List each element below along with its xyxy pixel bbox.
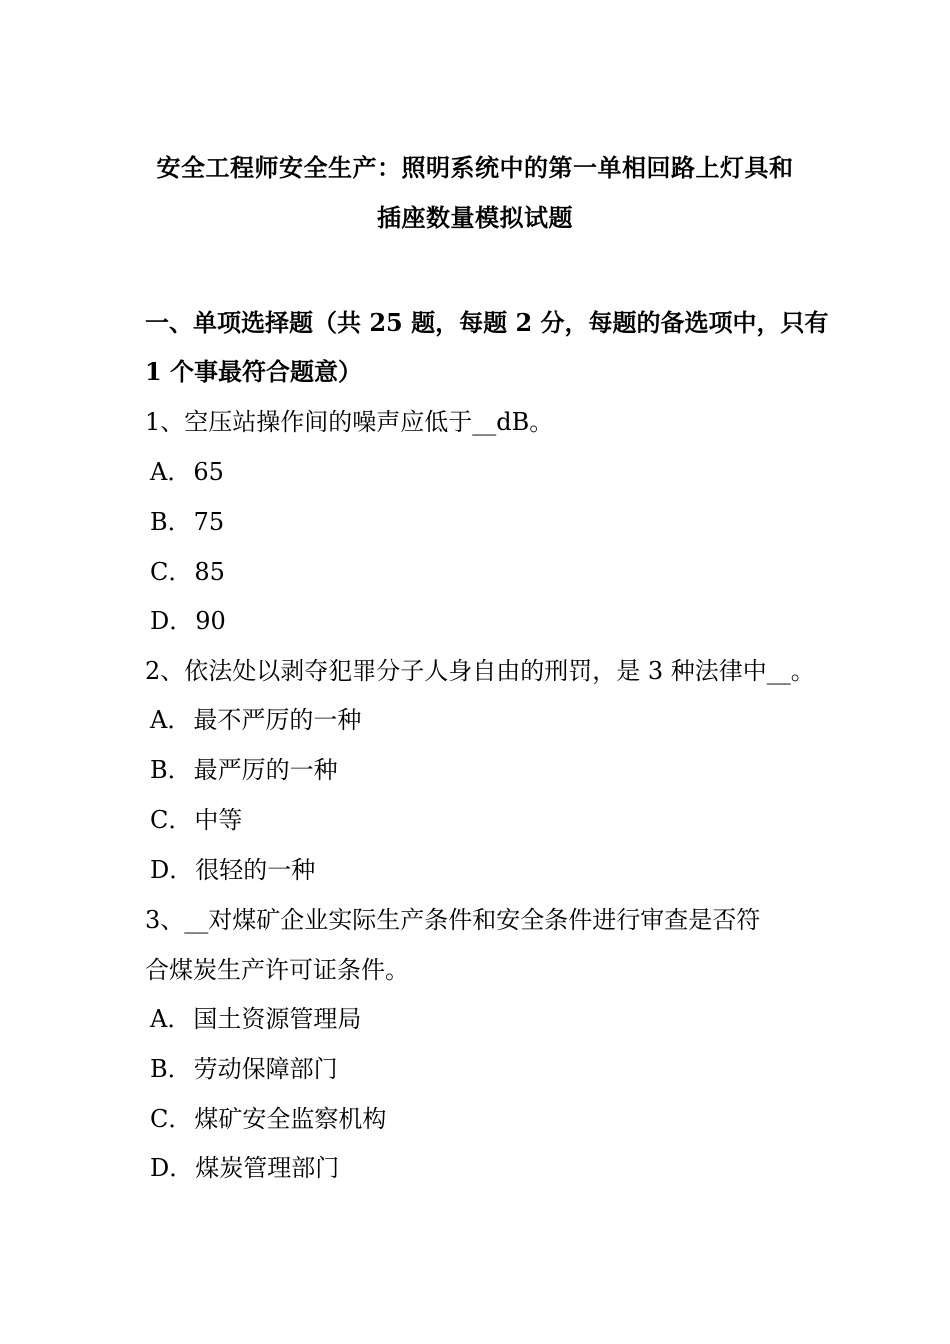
option-letter: A． bbox=[150, 706, 192, 734]
option-letter: C． bbox=[150, 558, 193, 586]
option-letter: B． bbox=[150, 1055, 192, 1083]
question-3-option-c bbox=[150, 1104, 386, 1134]
option-text: 国土资源管理局 bbox=[193, 1005, 362, 1033]
question-1-option-d bbox=[150, 606, 226, 636]
question-3-option-d bbox=[150, 1153, 339, 1183]
question-1-option-b bbox=[150, 507, 224, 537]
option-text: 最严厉的一种 bbox=[193, 756, 338, 784]
question-2-option-b bbox=[150, 755, 338, 785]
section-heading-line-2: 1 个事最符合题意） bbox=[145, 357, 363, 386]
document-title-line-1: 安全工程师安全生产：照明系统中的第一单相回路上灯具和 bbox=[156, 153, 794, 182]
option-text: 75 bbox=[193, 508, 225, 536]
option-letter: D． bbox=[150, 856, 194, 884]
option-letter: A． bbox=[150, 458, 192, 486]
option-letter: C． bbox=[150, 1105, 193, 1133]
option-text: 劳动保障部门 bbox=[193, 1055, 338, 1083]
question-3-stem-line-1: 3、__对煤矿企业实际生产条件和安全条件进行审查是否符 bbox=[145, 906, 761, 934]
question-2-option-a bbox=[150, 705, 361, 735]
question-3-option-b bbox=[150, 1054, 338, 1084]
option-letter: D． bbox=[150, 1154, 194, 1182]
question-2-stem: 2、依法处以剥夺犯罪分子人身自由的刑罚，是 3 种法律中__。 bbox=[145, 657, 815, 685]
section-heading-line-1: 一、单项选择题（共 25 题，每题 2 分，每题的备选项中，只有 bbox=[145, 308, 829, 337]
question-2-option-c bbox=[150, 805, 242, 835]
option-text: 85 bbox=[194, 558, 225, 586]
option-text: 最不严厉的一种 bbox=[193, 706, 362, 734]
option-text: 煤炭管理部门 bbox=[195, 1154, 340, 1182]
question-1-stem: 1、空压站操作间的噪声应低于__dB。 bbox=[145, 408, 554, 436]
question-3-option-a bbox=[150, 1004, 361, 1034]
option-text: 中等 bbox=[194, 806, 243, 834]
option-text: 90 bbox=[195, 607, 226, 635]
option-text: 煤矿安全监察机构 bbox=[194, 1105, 387, 1133]
question-2-option-d bbox=[150, 855, 315, 885]
question-3-stem-line-2: 合煤炭生产许可证条件。 bbox=[145, 956, 409, 984]
option-letter: A． bbox=[150, 1005, 192, 1033]
option-text: 65 bbox=[193, 458, 224, 486]
question-1-option-c bbox=[150, 557, 225, 587]
option-letter: B． bbox=[150, 508, 192, 536]
question-1-option-a bbox=[150, 457, 224, 487]
option-letter: D． bbox=[150, 607, 194, 635]
document-title-line-2: 插座数量模拟试题 bbox=[377, 203, 573, 232]
option-letter: C． bbox=[150, 806, 193, 834]
option-text: 很轻的一种 bbox=[195, 856, 316, 884]
option-letter: B． bbox=[150, 756, 192, 784]
